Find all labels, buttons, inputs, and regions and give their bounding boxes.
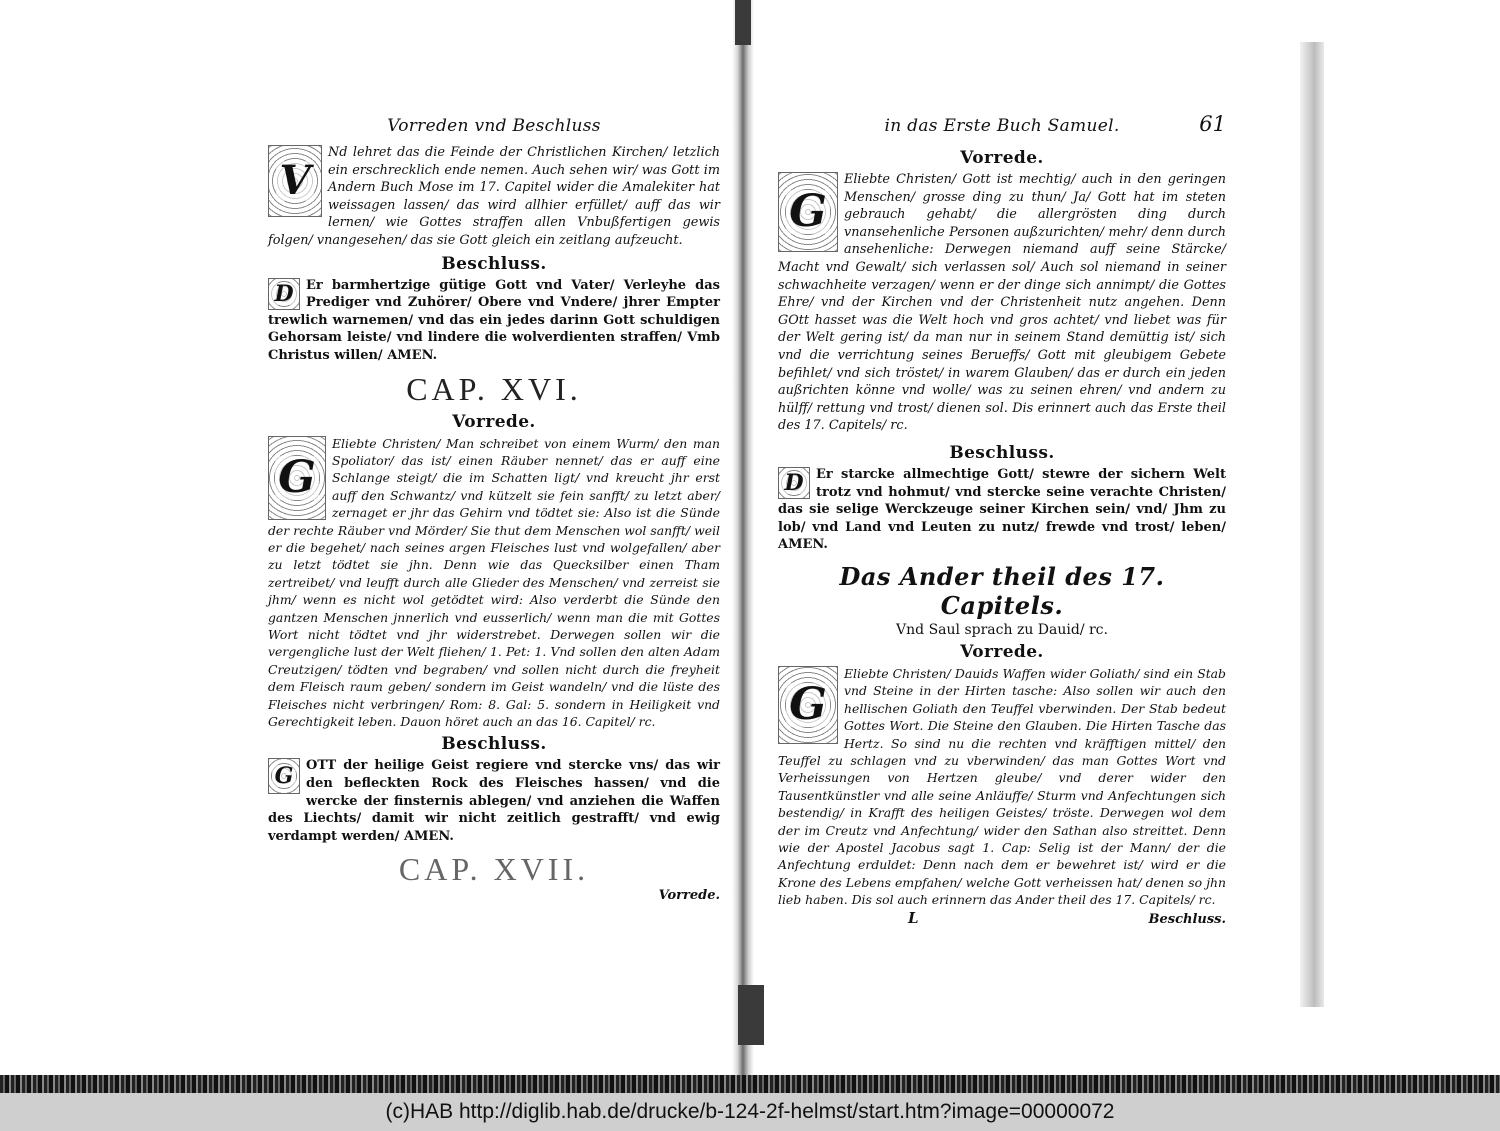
binding-clip-bottom xyxy=(738,985,764,1045)
part-two-subtitle: Vnd Saul sprach zu Dauid/ rc. xyxy=(896,621,1108,638)
signature-mark: L xyxy=(908,908,919,927)
binding-clip-top xyxy=(735,0,751,45)
left-beschluss-heading-2: Beschluss. xyxy=(441,734,547,755)
initial-letter: G xyxy=(786,683,830,727)
initial-letter: D xyxy=(271,283,296,305)
right-running-head-title: in das Erste Buch Samuel. xyxy=(884,116,1120,136)
right-vorrede-text-1: Eliebte Christen/ Gott ist mechtig/ auch in den geringen Menschen/ grosse ding zu thun/ Ja/ Gott hat im steten gebrauch gehabt/ die allergrösten ding durch vnansehenliche Personen außzurichten/ mehr/ denn durch ansehenliche: Derwegen niemand auff seine Stärcke/ Macht vnd Gewalt/ sich verlassen sol/ Auch sol niemand in seiner schwachheite verzagen/ wenn er der dinge sich annimpt/ die Gottes Ehre/ vnd der Kirchen vnd der Christenheit nutz angehen. Denn GOtt hasset was die Welt hoch vnd gros achtet/ vnd liebet was für der Welt gering ist/ da man nur in seinem Stand demüttig ist/ sich vnd die verrichtung seines Berueffs/ Gott mit gleubigem Gebete befihlet/ vnd sich tröstet/ in warem Glauben/ das er durch ein jeden außrichten könne vnd wolle/ was zu seinen ehren/ vnd andern zu hülff/ rettung vnd trost/ dienen sol. Dis erinnert auch das Erste theil des 17. Capitels/ rc. xyxy=(778,172,1226,434)
right-catchword: Beschluss. xyxy=(1148,911,1226,927)
chapter-xvii-title: CAP. XVII. xyxy=(398,851,590,888)
decorated-initial xyxy=(268,758,300,794)
right-page-foot xyxy=(778,909,1226,927)
left-beschluss-section-1 xyxy=(268,277,720,365)
book-gutter xyxy=(732,0,754,1085)
copyright-footer xyxy=(0,1093,1500,1131)
left-beschluss-section-2 xyxy=(268,757,720,845)
right-page xyxy=(778,112,1226,927)
right-beschluss-heading-1: Beschluss. xyxy=(949,442,1055,463)
left-page xyxy=(268,112,720,903)
decorated-initial xyxy=(778,467,810,499)
left-running-head xyxy=(268,112,720,144)
initial-letter: G xyxy=(275,456,319,500)
decorated-initial xyxy=(268,436,326,520)
initial-letter: G xyxy=(272,765,297,787)
left-beschluss-text-1: Er barmhertzige gütige Gott vnd Vater/ Verleyhe das Prediger vnd Zuhörer/ Obere vnd Vndere/ jhrer Empter trewlich warnemen/ vnd das ein jedes darinn Gott schuldigen Gehorsam leiste/ vnd lindere die wolverdienten straffen/ Vmb Christus willen/ AMEN. xyxy=(268,277,720,363)
right-vorrede-heading-2: Vorrede. xyxy=(960,641,1044,662)
right-vorrede-heading-1: Vorrede. xyxy=(960,148,1044,168)
decorated-initial xyxy=(268,278,300,310)
right-running-head xyxy=(778,112,1226,144)
initial-letter: G xyxy=(786,190,830,234)
page-edge-shadow xyxy=(1300,42,1324,1007)
scan-edge-noise xyxy=(0,1075,1500,1093)
left-beschluss-heading-1: Beschluss. xyxy=(441,253,547,274)
part-two-title: Das Ander theil des 17. Capitels. xyxy=(839,561,1165,620)
right-beschluss-text-1: Er starcke allmechtige Gott/ stewre der sichern Welt trotz vnd hohmut/ vnd stercke seine verachte Christen/ das sie selige Werckzeuge seiner Kirchen sein/ vnd/ Jhm zu lob/ vnd Land vnd Leuten zu nutz/ frewde vnd trost/ leben/ AMEN. xyxy=(778,466,1226,553)
left-running-head-title: Vorreden vnd Beschluss xyxy=(387,116,601,136)
left-intro-section xyxy=(268,144,720,250)
initial-letter: D xyxy=(781,472,806,494)
right-vorrede-section-1 xyxy=(778,171,1226,435)
chapter-xvi-vorrede-text: Eliebte Christen/ Man schreibet von einem Wurm/ den man Spoliator/ das ist/ einen Räuber nennet/ das er auff eine Schlange steigt/ die im Schatten ligt/ vnd kreucht jhr erst auff den Schwantz/ vnd kützelt sie fein sanfft/ zu letzt aber/ zernaget er jhr das Gehirn vnd tödtet sie: Also ist die Sünde der rechte Räuber vnd Mörder/ Sie thut dem Menschen wol sanfft/ weil er die begehet/ nach seines argen Fleisches lust vnd wolgefallen/ aber zu letzt tödtet sie jhn. Denn wie das Quecksilber einen Tham zertreibet/ vnd leufft durch alle Glieder des Menschen/ vnd zerreist sie jhm/ wenn es nicht wol getödtet wird: Also verderbt die Sünde den gantzen Menschen jnnerlich vnd eusserlich/ wenn man die mit Gottes Wort nicht tödtet vnd jhr widerstrebet. Derwegen sollen wir die vergengliche lust der Welt fliehen/ 1. Pet: 1. Vnd sollen den alten Adam Creutzigen/ tödten vnd begraben/ vnd sollen nicht durch die freyheit dem Fleisch raum geben/ sondern im Geist wandeln/ vnd die lüste des Fleisches nicht verbringen/ Rom: 8. Gal: 5. sondern in Heiligkeit vnd Gerechtigkeit leben. Dauon höret auch an das 16. Capitel/ rc. xyxy=(268,435,720,730)
right-vorrede-text-2: Eliebte Christen/ Dauids Waffen wider Goliath/ sind ein Stab vnd Steine in der Hirten tasche: Also sollen wir auch den hellischen Goliath den Teuffel vberwinden. Der Stab bedeut Gottes Wort. Die Steine den Glauben. Die Hirten Tasche das Hertz. So sind nu die rechten vnd kräfftigen mittel/ den Teuffel zu schlagen vnd zu vberwinden/ das man Gottes Wort vnd Verheissungen von Hertzen gleube/ vnd derer wider den Tausentkünstler vnd alle seine Anläuffe/ Sturm vnd Anfechtungen sich bestendig/ in Krafft des heiligen Geistes/ tröste. Derwegen wol dem der im Creutz vnd Anfechtung/ wider den Sathan also streittet. Denn wie der Apostel Jacobus sagt 1. Cap: Selig ist der Mann/ der die Anfechtung erduldet: Denn nach dem er bewehret ist/ wird er die Krone des Lebens empfahen/ welche Gott verheissen hat/ denen so jhn lieb haben. Dis sol auch erinnern das Ander theil des 17. Capitels/ rc. xyxy=(778,665,1226,908)
chapter-xvi-title: CAP. XVI. xyxy=(406,370,582,407)
right-vorrede-section-2 xyxy=(778,665,1226,909)
left-beschluss-text-2: OTT der heilige Geist regiere vnd stercke vns/ das wir den befleckten Rock des Fleisches hassen/ vnd die wercke der finsternis ablegen/ vnd anziehen die Waffen des Liechts/ damit wir nicht zeitlich gestrafft/ vnd ewig verdampt werden/ AMEN. xyxy=(268,758,720,844)
decorated-initial xyxy=(268,145,322,217)
decorated-initial xyxy=(778,172,838,252)
decorated-initial xyxy=(778,666,838,744)
left-intro-text: Nd lehret das die Feinde der Christlichen Kirchen/ letzlich ein erschrecklich ende nemen. Auch sehen wir/ was Gott im Andern Buch Mose im 17. Capitel wider die Amalekiter hat weissagen lassen/ das wird allhier erfüllet/ auff das wir lernen/ wie Gottes straffen allen Vnbußfertigen gewis folgen/ vnangesehen/ das sie Gott gleich ein zeitlang aufzeucht. xyxy=(268,145,720,248)
right-beschluss-section-1 xyxy=(778,466,1226,554)
left-catchword: Vorrede. xyxy=(658,888,720,904)
page-number: 61 xyxy=(1199,112,1226,136)
initial-letter: V xyxy=(276,161,313,201)
chapter-xvi-vorrede-heading: Vorrede. xyxy=(452,411,536,432)
chapter-xvi-vorrede-section xyxy=(268,435,720,731)
copyright-text: (c)HAB http://diglib.hab.de/drucke/b-124-2f-helmst/start.htm?image=00000072 xyxy=(385,1100,1115,1123)
